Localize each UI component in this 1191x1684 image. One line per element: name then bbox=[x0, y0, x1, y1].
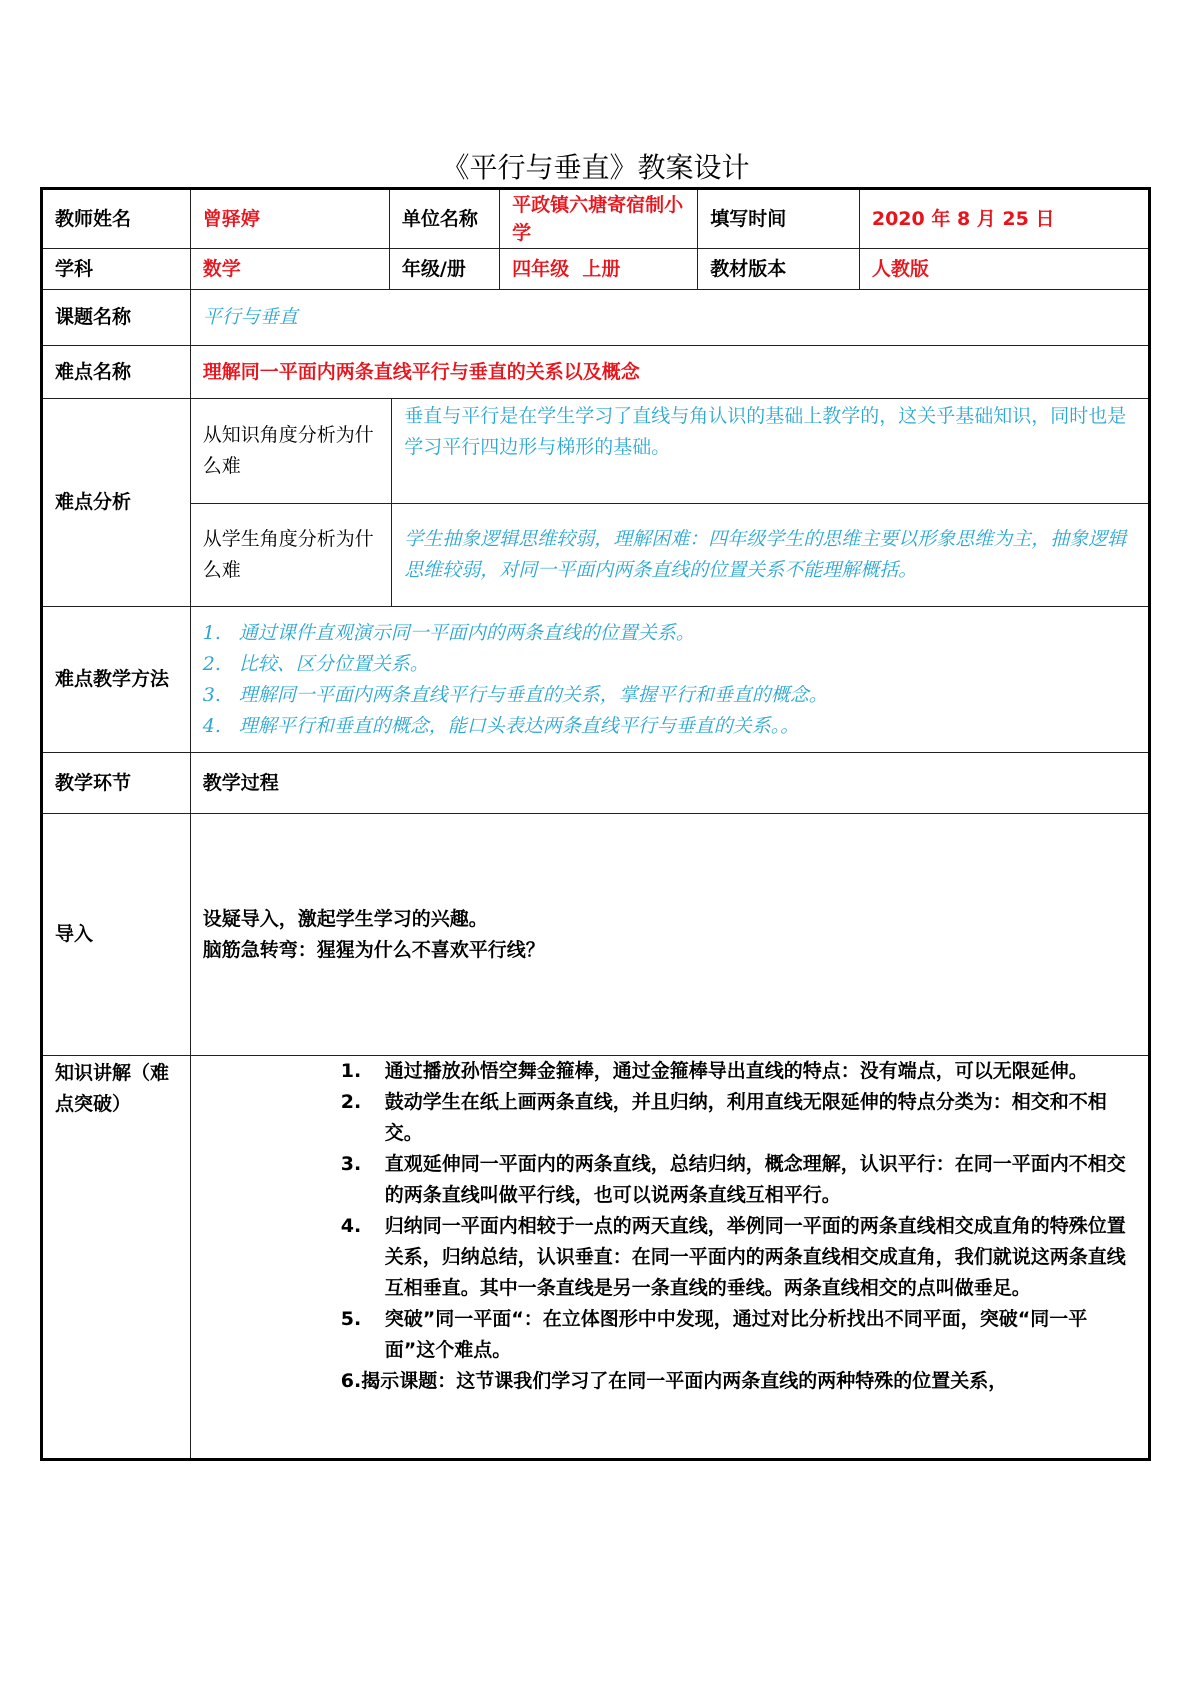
list-item: 1. 通过课件直观演示同一平面内的两条直线的位置关系。 bbox=[202, 621, 695, 644]
list-item: 1. 通过播放孙悟空舞金箍棒，通过金箍棒导出直线的特点：没有端点，可以无限延伸。 bbox=[340, 1060, 1088, 1082]
list-item: 4. 归纳同一平面内相较于一点的两天直线，举例同一平面的两条直线相交成直角的特殊位置关系，归纳总结，认识垂直：在同一平面内的两条直线相交成直角，我们就说这两条直线互相垂直。其中一条直线是另一条直线的垂线。两条直线相交的点叫做垂足。 bbox=[340, 1215, 1126, 1299]
knowledge-cell bbox=[190, 1056, 1149, 1460]
reveal-topic-line: 6.揭示课题：这节课我们学习了在同一平面内两条直线的两种特殊的位置关系， bbox=[340, 1370, 1008, 1392]
difficulty-label: 难点名称 bbox=[42, 346, 191, 399]
knowledge-angle-label: 从知识角度分析为什么难 bbox=[191, 399, 392, 503]
process-label: 教学环节 bbox=[42, 753, 191, 814]
teacher-label: 教师姓名 bbox=[42, 189, 191, 249]
intro-line-1: 设疑导入，激起学生学习的兴趣。 bbox=[202, 907, 488, 930]
grade-value: 四年级 上册 bbox=[500, 249, 698, 290]
intro-cell bbox=[190, 814, 1149, 1056]
student-angle-label: 从学生角度分析为什么难 bbox=[191, 503, 392, 606]
intro-label: 导入 bbox=[42, 814, 191, 1056]
methods-cell bbox=[190, 607, 1149, 753]
analysis-label: 难点分析 bbox=[42, 399, 191, 607]
info-row-2 bbox=[42, 249, 1150, 290]
methods-row bbox=[42, 607, 1150, 753]
knowledge-angle-text: 垂直与平行是在学生学习了直线与角认识的基础上教学的，这关乎基础知识，同时也是学习平行四边形与梯形的基础。 bbox=[392, 399, 1148, 503]
intro-line-2: 脑筋急转弯：猩猩为什么不喜欢平行线？ bbox=[202, 938, 545, 961]
page-title: 《平行与垂直》教案设计 bbox=[441, 151, 750, 184]
grade-label: 年级/册 bbox=[389, 249, 499, 290]
list-item: 4. 理解平行和垂直的概念，能口头表达两条直线平行与垂直的关系。。 bbox=[202, 714, 800, 737]
knowledge-steps bbox=[203, 1056, 1136, 1366]
difficulty-row bbox=[42, 346, 1150, 399]
analysis-row bbox=[42, 399, 1150, 607]
process-value: 教学过程 bbox=[190, 753, 1149, 814]
edition-value: 人教版 bbox=[859, 249, 1149, 290]
difficulty-value: 理解同一平面内两条直线平行与垂直的关系以及概念 bbox=[190, 346, 1149, 399]
time-label: 填写时间 bbox=[698, 189, 860, 249]
list-item: 3. 理解同一平面内两条直线平行与垂直的关系，掌握平行和垂直的概念。 bbox=[202, 683, 828, 706]
info-row-1 bbox=[42, 189, 1150, 249]
edition-label: 教材版本 bbox=[698, 249, 860, 290]
list-item: 5. 突破”同一平面“：在立体图形中中发现，通过对比分析找出不同平面，突破“同一平面”这个难点。 bbox=[340, 1308, 1088, 1361]
knowledge-row bbox=[42, 1056, 1150, 1460]
methods-list bbox=[203, 618, 1136, 742]
teacher-value: 曾驿婷 bbox=[190, 189, 389, 249]
subject-value: 数学 bbox=[190, 249, 389, 290]
lesson-plan-table bbox=[40, 187, 1151, 1461]
student-angle-text: 学生抽象逻辑思维较弱，理解困难：四年级学生的思维主要以形象思维为主，抽象逻辑思维较弱，对同一平面内两条直线的位置关系不能理解概括。 bbox=[392, 503, 1148, 606]
knowledge-label: 知识讲解（难点突破） bbox=[42, 1056, 191, 1460]
methods-label: 难点教学方法 bbox=[42, 607, 191, 753]
unit-value: 平政镇六塘寄宿制小学 bbox=[500, 189, 698, 249]
list-item: 3. 直观延伸同一平面内的两条直线，总结归纳，概念理解，认识平行：在同一平面内不相交的两条直线叫做平行线，也可以说两条直线互相平行。 bbox=[340, 1153, 1126, 1206]
list-item: 2. 比较、区分位置关系。 bbox=[202, 652, 429, 675]
analysis-subtable bbox=[191, 399, 1148, 606]
intro-row bbox=[42, 814, 1150, 1056]
subject-label: 学科 bbox=[42, 249, 191, 290]
topic-row bbox=[42, 290, 1150, 346]
process-header-row bbox=[42, 753, 1150, 814]
topic-label: 课题名称 bbox=[42, 290, 191, 346]
list-item: 2. 鼓动学生在纸上画两条直线，并且归纳，利用直线无限延伸的特点分类为：相交和不相交。 bbox=[340, 1091, 1107, 1144]
time-value: 2020 年 8 月 25 日 bbox=[859, 189, 1149, 249]
topic-value: 平行与垂直 bbox=[190, 290, 1149, 346]
unit-label: 单位名称 bbox=[389, 189, 499, 249]
